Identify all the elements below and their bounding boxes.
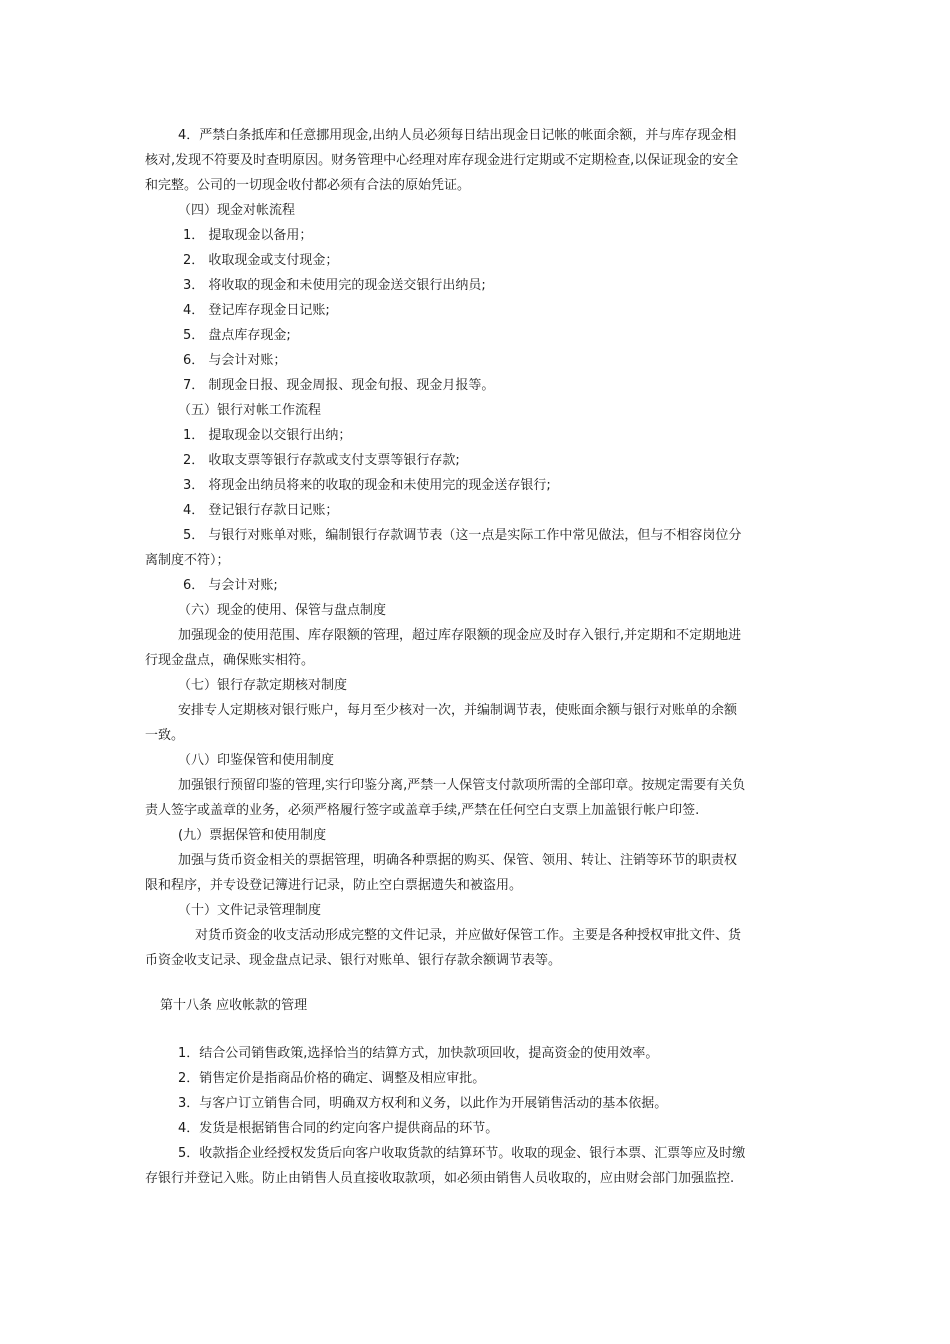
text-line: 核对,发现不符要及时查明原因。财务管理中心经理对库存现金进行定期或不定期检查,以保证现金的安全 bbox=[145, 153, 739, 168]
list-item: 3． 将收取的现金和未使用完的现金送交银行出纳员; bbox=[183, 278, 486, 293]
section-heading: （十）文件记录管理制度 bbox=[178, 903, 322, 918]
section-heading: (九）票据保管和使用制度 bbox=[178, 828, 327, 843]
list-item: 1．结合公司销售政策,选择恰当的结算方式，加快款项回收，提高资金的使用效率。 bbox=[178, 1046, 659, 1061]
list-item: 5． 与银行对账单对账，编制银行存款调节表（这一点是实际工作中常见做法，但与不相容岗位分 bbox=[183, 528, 742, 543]
section-heading: （七）银行存款定期核对制度 bbox=[178, 678, 348, 693]
list-item: 4． 登记银行存款日记账； bbox=[183, 503, 339, 518]
text-line: 币资金收支记录、现金盘点记录、银行对账单、银行存款余额调节表等。 bbox=[145, 953, 562, 968]
list-item: 3． 将现金出纳员将来的收取的现金和未使用完的现金送存银行; bbox=[183, 478, 551, 493]
section-heading: （四）现金对帐流程 bbox=[178, 203, 296, 218]
text-line: 责人签字或盖章的业务，必须严格履行签字或盖章手续,严禁在任何空白支票上加盖银行帐户印签. bbox=[145, 803, 700, 818]
text-line: 对货币资金的收支活动形成完整的文件记录，并应做好保管工作。主要是各种授权审批文件、货 bbox=[195, 928, 742, 943]
text-line: 加强银行预留印鉴的管理,实行印鉴分离,严禁一人保管支付款项所需的全部印章。按规定需要有关负 bbox=[178, 778, 746, 793]
list-item: 3．与客户订立销售合同，明确双方权利和义务，以此作为开展销售活动的基本依据。 bbox=[178, 1096, 668, 1111]
text-line: 限和程序，并专设登记簿进行记录，防止空白票据遗失和被盗用。 bbox=[145, 878, 523, 893]
list-item: 1． 提取现金以备用； bbox=[183, 228, 313, 243]
text-line: 安排专人定期核对银行账户，每月至少核对一次，并编制调节表，使账面余额与银行对账单的余额 bbox=[178, 703, 738, 718]
text-line: 加强与货币资金相关的票据管理，明确各种票据的购买、保管、领用、转让、注销等环节的职责权 bbox=[178, 853, 738, 868]
text-line: 和完整。公司的一切现金收付都必须有合法的原始凭证。 bbox=[145, 178, 471, 193]
list-item: 6． 与会计对账； bbox=[183, 353, 287, 368]
text-line: 行现金盘点，确保账实相符。 bbox=[145, 653, 315, 668]
section-heading: （八）印鉴保管和使用制度 bbox=[178, 753, 335, 768]
section-heading: （六）现金的使用、保管与盘点制度 bbox=[178, 603, 387, 618]
list-item: 4．发货是根据销售合同的约定向客户提供商品的环节。 bbox=[178, 1121, 499, 1136]
text-line: 存银行并登记入账。防止由销售人员直接收取款项，如必须由销售人员收取的，应由财会部门加强监控. bbox=[145, 1171, 735, 1186]
article-heading: 第十八条 应收帐款的管理 bbox=[160, 998, 308, 1013]
list-item: 5． 盘点库存现金; bbox=[183, 328, 291, 343]
list-item: 6． 与会计对账; bbox=[183, 578, 278, 593]
list-item: 1． 提取现金以交银行出纳； bbox=[183, 428, 352, 443]
list-item: 5．收款指企业经授权发货后向客户收取货款的结算环节。收取的现金、银行本票、汇票等应及时缴 bbox=[178, 1146, 746, 1161]
text-line: 一致。 bbox=[145, 728, 185, 743]
text-line: 加强现金的使用范围、库存限额的管理，超过库存限额的现金应及时存入银行,并定期和不定期地进 bbox=[178, 628, 742, 643]
list-item: 2． 收取支票等银行存款或支付支票等银行存款; bbox=[183, 453, 460, 468]
list-item: 7． 制现金日报、现金周报、现金旬报、现金月报等。 bbox=[183, 378, 495, 393]
text-line: 4．严禁白条抵库和任意挪用现金,出纳人员必须每日结出现金日记帐的帐面余额，并与库存现金相 bbox=[178, 128, 737, 143]
list-item: 2．销售定价是指商品价格的确定、调整及相应审批。 bbox=[178, 1071, 486, 1086]
list-item: 4． 登记库存现金日记账; bbox=[183, 303, 330, 318]
section-heading: （五）银行对帐工作流程 bbox=[178, 403, 322, 418]
text-line: 离制度不符）； bbox=[145, 553, 230, 568]
list-item: 2． 收取现金或支付现金； bbox=[183, 253, 339, 268]
